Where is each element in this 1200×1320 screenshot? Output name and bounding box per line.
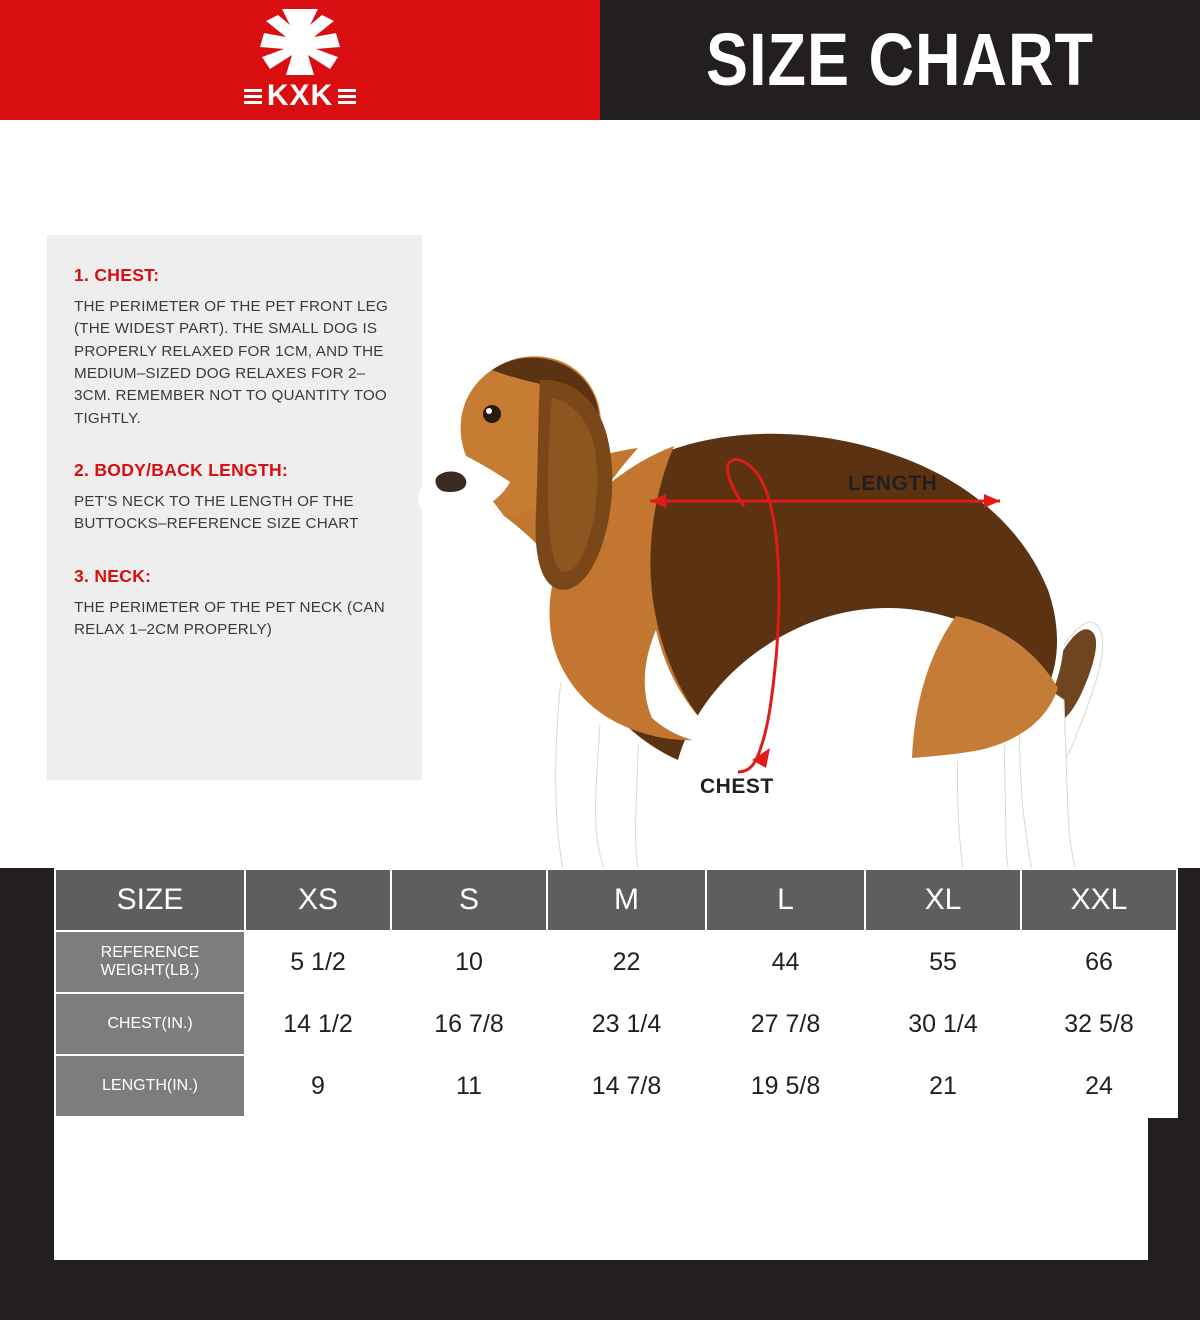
cell-length-xxl: 24 <box>1021 1055 1177 1117</box>
cell-weight-m: 22 <box>547 931 706 993</box>
brand-banner <box>0 0 600 120</box>
cell-weight-xxl: 66 <box>1021 931 1177 993</box>
brand-wordmark <box>244 79 356 113</box>
header-cell-xxl: XXL <box>1021 869 1177 931</box>
cell-length-m: 14 7/8 <box>547 1055 706 1117</box>
header-cell-s: S <box>391 869 547 931</box>
page-content <box>0 120 1200 1200</box>
chest-instruction-heading: 1. CHEST: <box>74 265 160 285</box>
dog-illustration <box>400 230 1140 950</box>
table-header-row <box>55 869 1177 931</box>
chest-annotation-label: CHEST <box>700 775 774 798</box>
row-label-length: LENGTH(IN.) <box>55 1055 245 1117</box>
cell-weight-xl: 55 <box>865 931 1021 993</box>
header-cell-m: M <box>547 869 706 931</box>
cell-weight-xs: 5 1/2 <box>245 931 391 993</box>
logo-bars-right-icon <box>338 89 356 104</box>
cell-weight-l: 44 <box>706 931 865 993</box>
beagle-figure-icon <box>400 230 1140 950</box>
page-header <box>0 0 1200 120</box>
cell-length-xl: 21 <box>865 1055 1021 1117</box>
neck-instruction-heading: 3. NECK: <box>74 565 152 586</box>
chest-instruction-body: THE PERIMETER OF THE PET FRONT LEG (THE WIDEST PART). THE SMALL DOG IS PROPERLY RELAXED FOR 1CM, AND THE MEDIUM–SIZED DOG RELAXES FOR 2–3CM. REMEMBER NOT TO QUANTITY TOO TIGHTLY. <box>74 298 388 427</box>
cell-length-l: 19 5/8 <box>706 1055 865 1117</box>
size-chart-table-wrap <box>54 868 1148 1118</box>
header-cell-size: SIZE <box>55 869 245 931</box>
table-row <box>55 1055 1177 1117</box>
row-label-line-1: REFERENCE <box>100 943 200 961</box>
cell-chest-s: 16 7/8 <box>391 993 547 1055</box>
frame-bar-left <box>0 868 54 1320</box>
cell-chest-xs: 14 1/2 <box>245 993 391 1055</box>
kxk-logo-icon <box>252 7 348 77</box>
row-label-chest: CHEST(IN.) <box>55 993 245 1055</box>
brand-name: KXK <box>266 79 334 112</box>
cell-chest-l: 27 7/8 <box>706 993 865 1055</box>
cell-length-xs: 9 <box>245 1055 391 1117</box>
measurement-instructions-panel <box>47 235 422 780</box>
cell-chest-xxl: 32 5/8 <box>1021 993 1177 1055</box>
cell-chest-xl: 30 1/4 <box>865 993 1021 1055</box>
row-label-line-2: WEIGHT(LB.) <box>100 962 200 979</box>
size-chart-table <box>54 868 1178 1118</box>
length-instruction-heading: 2. BODY/BACK LENGTH: <box>74 460 289 481</box>
length-annotation-label: LENGTH <box>848 472 938 495</box>
neck-instruction-body: THE PERIMETER OF THE PET NECK (CAN RELAX 1–2CM PROPERLY) <box>74 598 385 639</box>
table-row <box>55 993 1177 1055</box>
row-label-reference-weight <box>55 931 245 993</box>
header-cell-xs: XS <box>245 869 391 931</box>
header-cell-l: L <box>706 869 865 931</box>
table-row <box>55 931 1177 993</box>
title-banner <box>600 0 1200 120</box>
header-cell-xl: XL <box>865 869 1021 931</box>
logo-bars-left-icon <box>244 89 262 104</box>
cell-length-s: 11 <box>391 1055 547 1117</box>
cell-weight-s: 10 <box>391 931 547 993</box>
length-instruction-body: PET'S NECK TO THE LENGTH OF THE BUTTOCKS–REFERENCE SIZE CHART <box>74 493 359 533</box>
page-title: SIZE CHART <box>706 18 1094 102</box>
brand-logo <box>244 7 356 113</box>
cell-chest-m: 23 1/4 <box>547 993 706 1055</box>
frame-bar-bottom <box>0 1260 1200 1320</box>
